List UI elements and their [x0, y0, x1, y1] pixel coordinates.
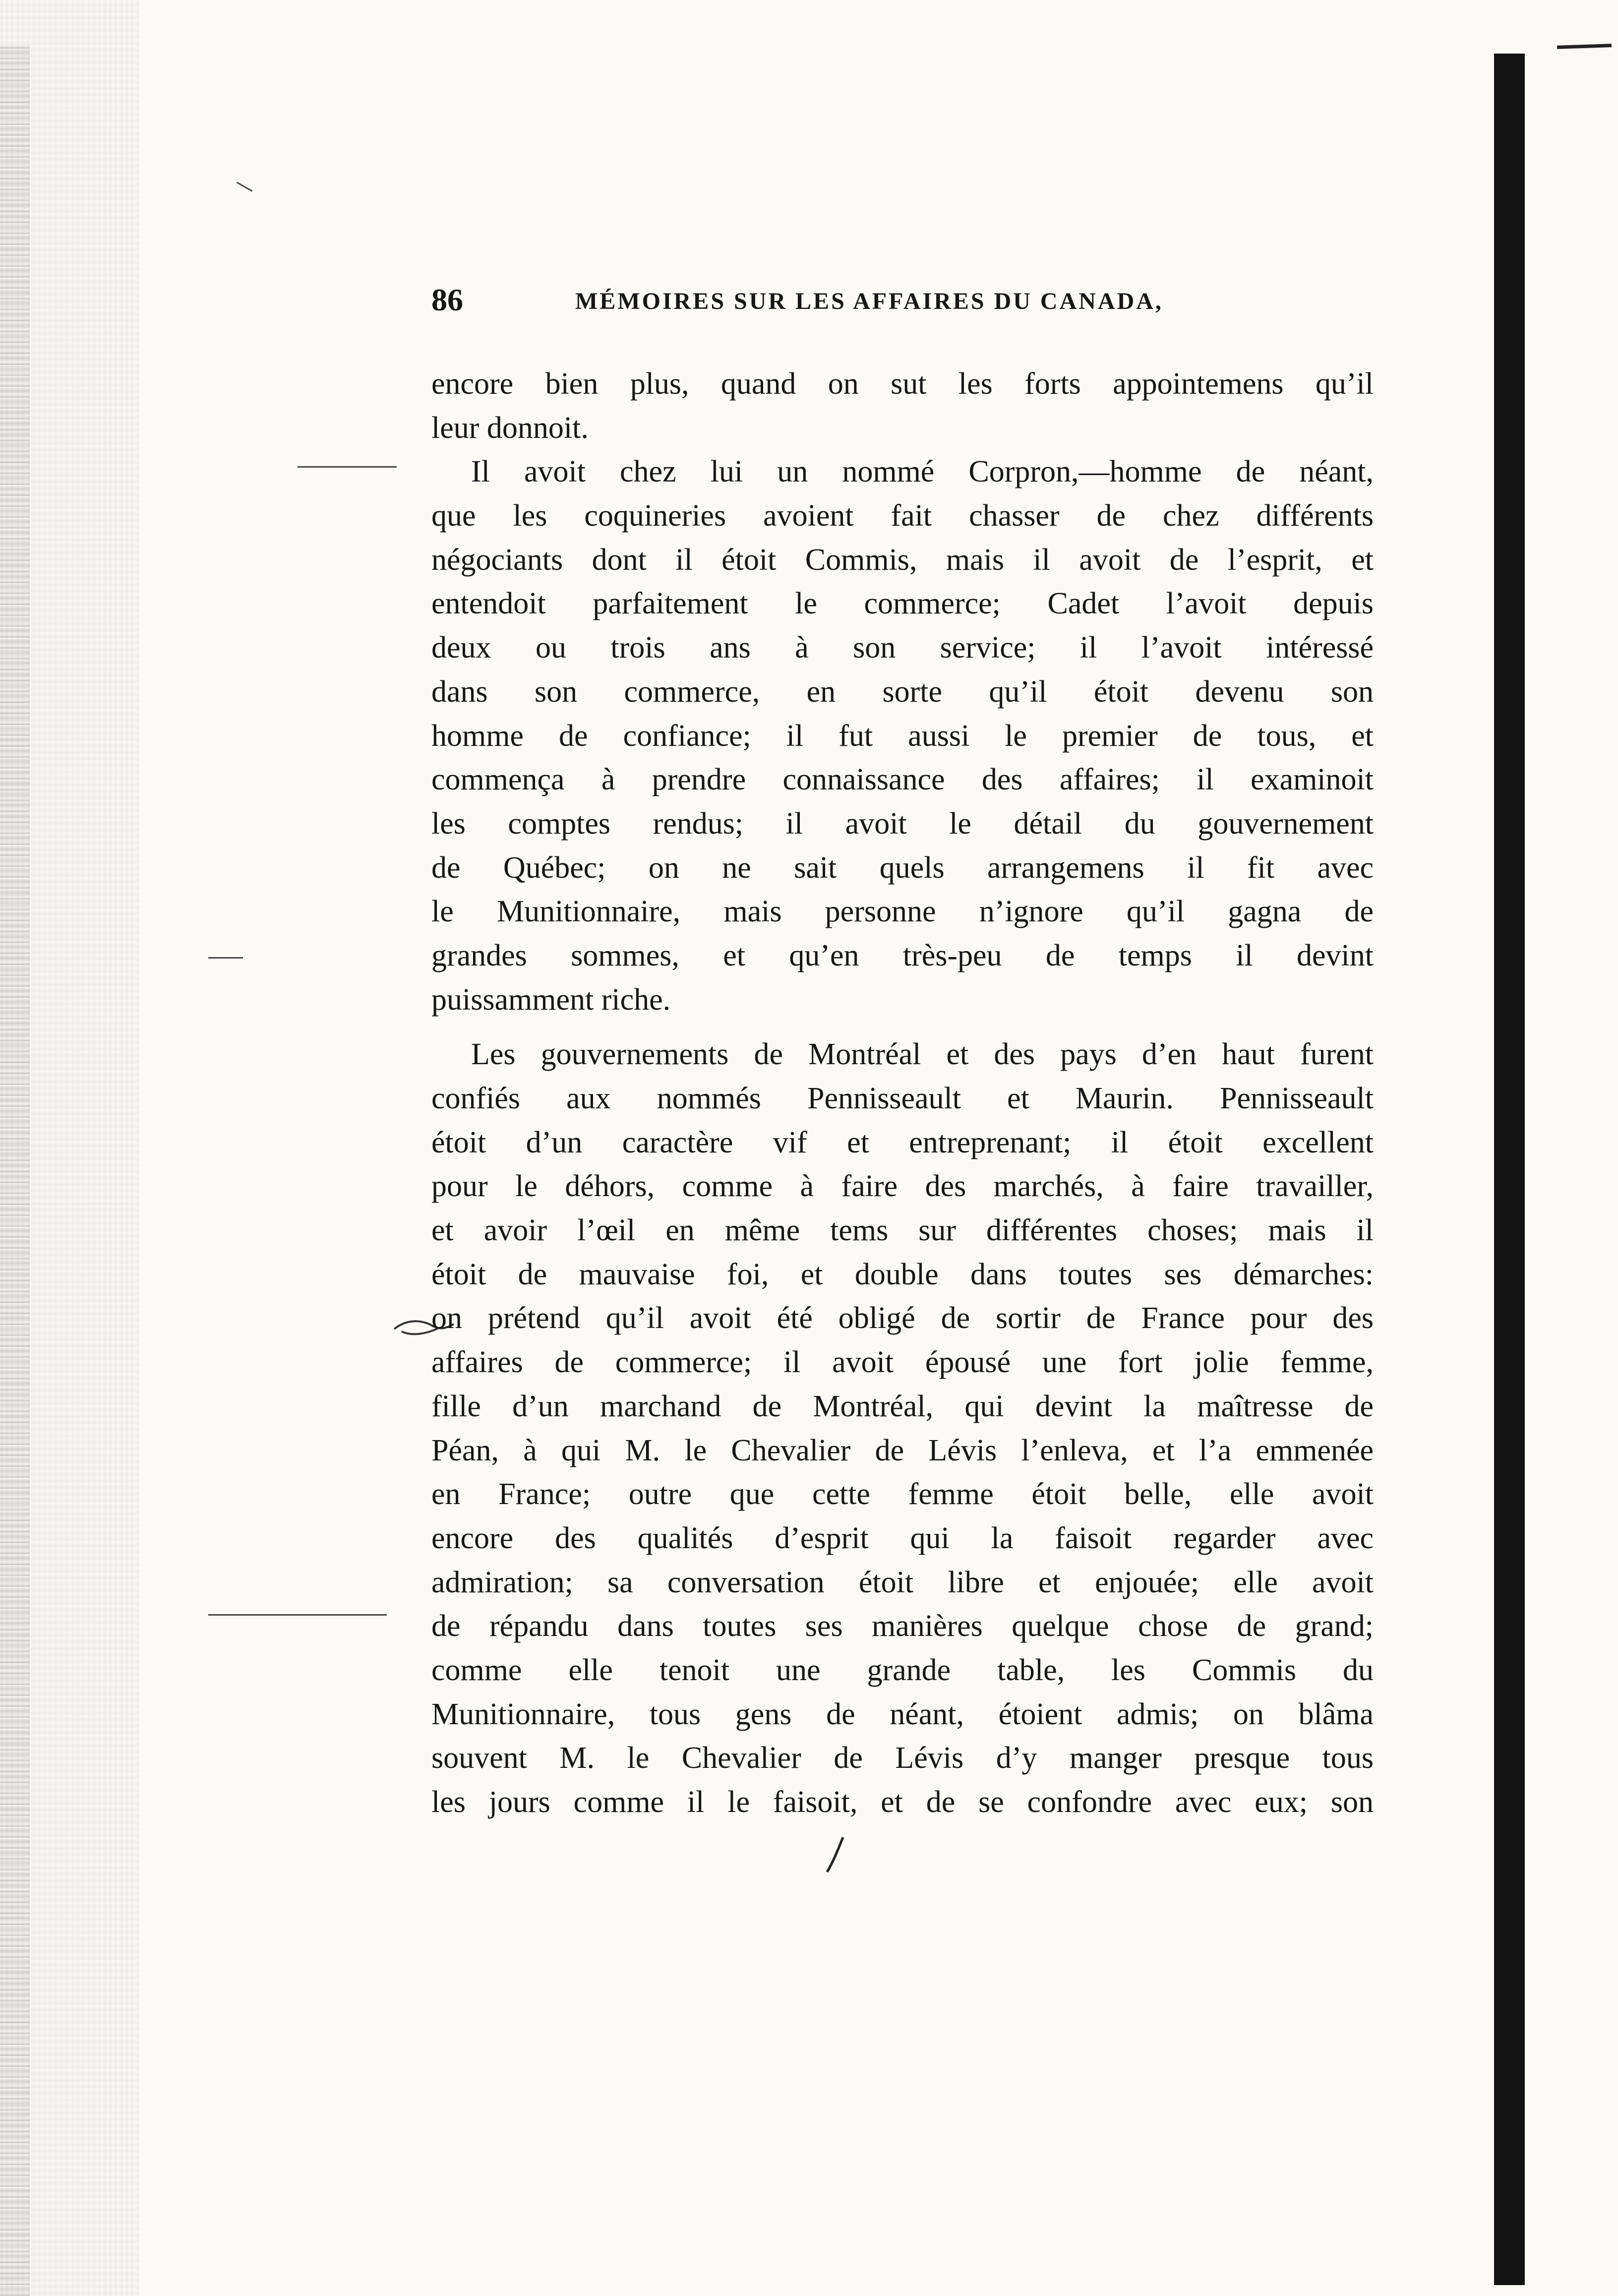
- text-line: les jours comme il le faisoit, et de se confondre avec eux; son: [431, 1785, 1374, 1819]
- text-line: commença à prendre connaissance des affaires; il examinoit: [431, 763, 1374, 797]
- text-line: négociants dont il étoit Commis, mais il avoit de l’esprit, et: [431, 543, 1374, 577]
- body-text: [431, 362, 1374, 1824]
- text-line: Péan, à qui M. le Chevalier de Lévis l’enleva, et l’a emmenée: [431, 1433, 1374, 1467]
- text-line: entendoit parfaitement le commerce; Cadet l’avoit depuis: [431, 587, 1374, 621]
- text-line: Les gouvernements de Montréal et des pays d’en haut furent: [471, 1037, 1374, 1072]
- text-line: encore bien plus, quand on sut les forts appointemens qu’il: [431, 367, 1374, 401]
- text-line: dans son commerce, en sorte qu’il étoit devenu son: [431, 674, 1374, 709]
- text-line: confiés aux nommés Pennisseault et Maurin. Pennisseault: [431, 1082, 1374, 1115]
- text-line: encore des qualités d’esprit qui la faisoit regarder avec: [431, 1521, 1374, 1555]
- binding-tick-mark: [1557, 44, 1612, 49]
- text-line: puissamment riche.: [431, 982, 671, 1017]
- text-line: affaires de commerce; il avoit épousé une fort jolie femme,: [431, 1345, 1374, 1380]
- text-line: deux ou trois ans à son service; il l’avoit intéressé: [431, 631, 1374, 665]
- text-line: comme elle tenoit une grande table, les Commis du: [431, 1653, 1374, 1687]
- text-line: étoit d’un caractère vif et entreprenant; il étoit excellent: [431, 1125, 1374, 1159]
- binding-shadow: [1494, 54, 1525, 2285]
- margin-pencil-line: [237, 181, 253, 192]
- margin-pencil-line: [208, 1614, 387, 1616]
- page-number: 86: [431, 282, 463, 317]
- pencil-stroke-mark: [823, 1835, 848, 1874]
- text-line: en France; outre que cette femme étoit belle, elle avoit: [431, 1477, 1374, 1511]
- text-line: les comptes rendus; il avoit le détail du gouvernement: [431, 806, 1374, 841]
- text-line: souvent M. le Chevalier de Lévis d’y manger presque tous: [431, 1741, 1374, 1775]
- text-line: Munitionnaire, tous gens de néant, étoient admis; on blâma: [431, 1697, 1374, 1731]
- margin-pencil-line: [208, 957, 243, 959]
- text-line: de Québec; on ne sait quels arrangemens il fit avec: [431, 850, 1374, 885]
- text-line: pour le déhors, comme à faire des marchés, à faire travailler,: [431, 1169, 1374, 1204]
- text-line: Il avoit chez lui un nommé Corpron,—homme de néant,: [471, 455, 1374, 489]
- text-line: leur donnoit.: [431, 411, 589, 445]
- margin-pencil-line: [298, 466, 397, 468]
- scan-edge-shadow: [0, 45, 30, 2296]
- text-line: admiration; sa conversation étoit libre et enjouée; elle avoit: [431, 1565, 1374, 1599]
- running-head: MÉMOIRES SUR LES AFFAIRES DU CANADA,: [575, 288, 1163, 314]
- text-line: de répandu dans toutes ses manières quelque chose de grand;: [431, 1609, 1374, 1643]
- text-line: et avoir l’œil en même tems sur différentes choses; mais il: [431, 1213, 1374, 1248]
- text-line: fille d’un marchand de Montréal, qui devint la maîtresse de: [431, 1389, 1374, 1423]
- text-line: étoit de mauvaise foi, et double dans toutes ses démarches:: [431, 1257, 1374, 1291]
- text-line: grandes sommes, et qu’en très-peu de temps il devint: [431, 938, 1374, 972]
- page-header: [431, 278, 1374, 322]
- text-line: homme de confiance; il fut aussi le premier de tous, et: [431, 719, 1374, 753]
- text-line: le Munitionnaire, mais personne n’ignore qu’il gagna de: [431, 895, 1374, 929]
- text-line: que les coquineries avoient fait chasser de chez différents: [431, 499, 1374, 533]
- text-line: on prétend qu’il avoit été obligé de sortir de France pour des: [431, 1301, 1374, 1335]
